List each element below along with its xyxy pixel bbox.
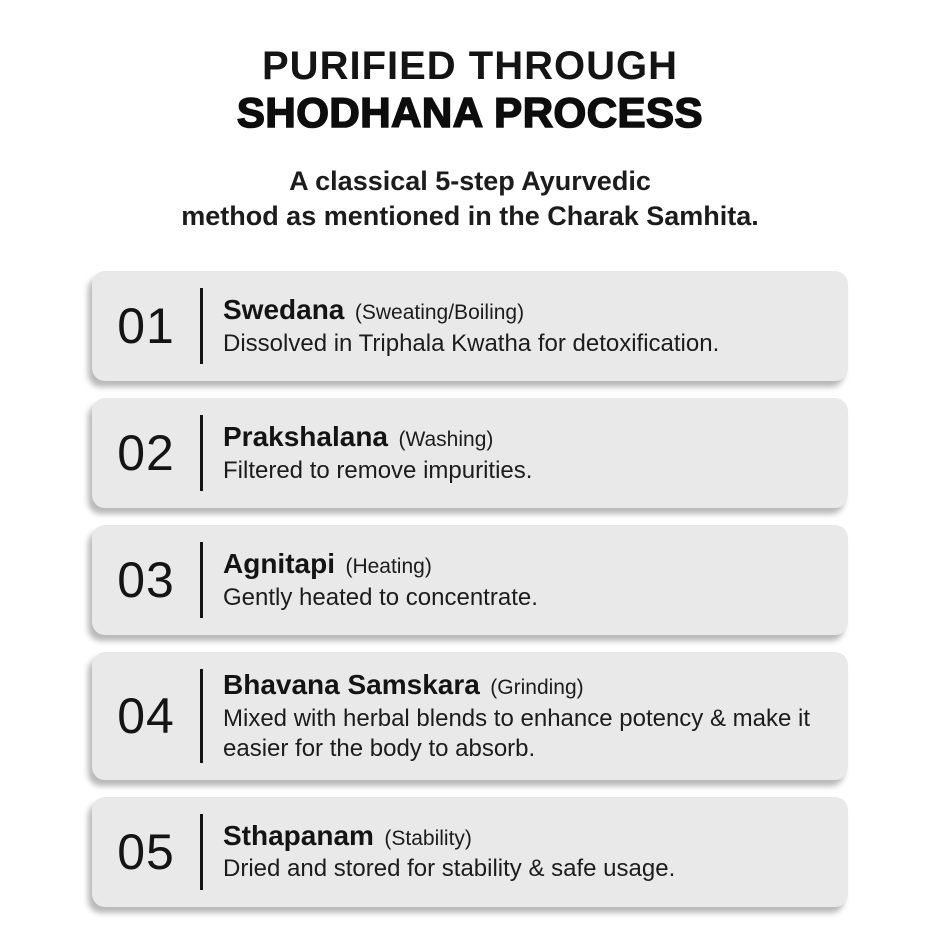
step-description: Gently heated to concentrate. [223, 583, 538, 611]
step-title-line [223, 293, 826, 327]
step-name: Bhavana Samskara [223, 669, 480, 701]
header [0, 0, 940, 234]
step-card-2 [92, 398, 848, 508]
step-description: Filtered to remove impurities. [223, 456, 533, 484]
step-title-line [223, 420, 826, 454]
step-number: 04 [117, 687, 175, 744]
step-body [203, 668, 826, 764]
subtitle [0, 164, 940, 234]
step-card-5 [92, 797, 848, 907]
step-number: 05 [117, 823, 175, 880]
step-card-1 [92, 271, 848, 381]
step-number: 02 [117, 425, 175, 482]
step-title-line [223, 819, 826, 853]
step-method: (Washing) [398, 428, 494, 452]
step-description: Dried and stored for stability & safe usage. [223, 855, 676, 883]
step-body [203, 287, 826, 365]
step-name: Swedana [223, 294, 345, 326]
step-card-4 [92, 652, 848, 780]
step-body [203, 813, 826, 891]
step-method: (Stability) [384, 826, 472, 850]
step-number: 03 [117, 552, 175, 609]
step-method: (Sweating/Boiling) [354, 301, 525, 325]
step-method: (Grinding) [490, 676, 584, 700]
step-body [203, 414, 826, 492]
step-body [203, 541, 826, 619]
step-description: Dissolved in Triphala Kwatha for detoxification. [223, 329, 720, 357]
step-name: Agnitapi [223, 548, 335, 580]
page-title-line1: PURIFIED THROUGH [262, 44, 678, 88]
step-title-line [223, 668, 826, 702]
steps-list [0, 271, 940, 924]
step-title-line [223, 547, 826, 581]
page-title-line2: SHODHANA PROCESS [236, 88, 704, 136]
subtitle-line1: A classical 5-step Ayurvedic [289, 165, 651, 196]
step-name: Prakshalana [223, 421, 388, 453]
step-card-3 [92, 525, 848, 635]
subtitle-line2: method as mentioned in the Charak Samhita. [181, 200, 759, 231]
step-description: Mixed with herbal blends to enhance potency & make it easier for the body to absorb. [223, 704, 811, 762]
step-number: 01 [117, 298, 175, 355]
step-method: (Heating) [345, 555, 432, 579]
step-name: Sthapanam [223, 819, 374, 851]
